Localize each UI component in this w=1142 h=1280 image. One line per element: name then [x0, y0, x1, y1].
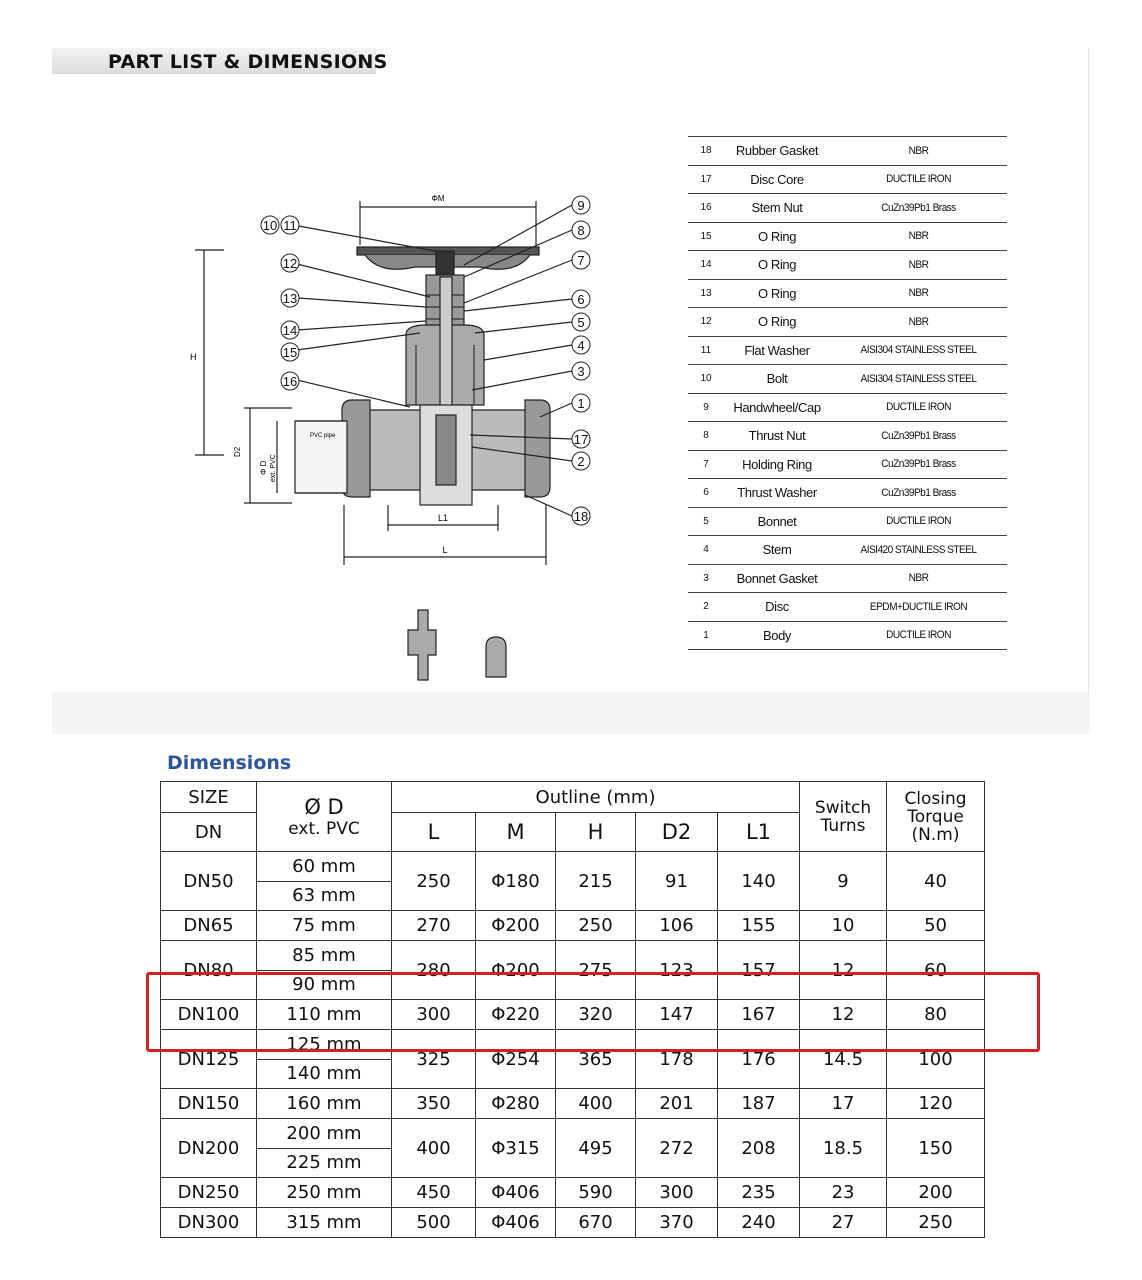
callout-14: [281, 321, 299, 339]
cell-l: 270: [392, 911, 476, 941]
od-value: 250 mm: [286, 1182, 362, 1203]
cell-l1: 157: [718, 941, 800, 1000]
svg-text:18: 18: [573, 509, 589, 524]
cell-l: 280: [392, 941, 476, 1000]
cell-l: 450: [392, 1178, 476, 1208]
cell-dn: DN50: [161, 852, 257, 911]
part-number: 9: [688, 393, 724, 422]
cell-od: [257, 1178, 392, 1208]
cell-l1: 140: [718, 852, 800, 911]
cell-m: Φ180: [476, 852, 556, 911]
cell-switch-turns: 17: [800, 1089, 887, 1119]
dimension-row: [161, 1178, 985, 1208]
callout-2: [572, 452, 590, 470]
part-row: [688, 507, 1007, 536]
header-d2: D2: [636, 813, 718, 852]
part-number: 6: [688, 479, 724, 508]
part-material: AISI304 STAINLESS STEEL: [837, 365, 1000, 394]
part-number: 10: [688, 365, 724, 394]
cell-l1: 155: [718, 911, 800, 941]
cell-switch-turns: 9: [800, 852, 887, 911]
svg-text:6: 6: [577, 292, 585, 307]
cell-switch-turns: 12: [800, 1000, 887, 1030]
part-material: NBR: [837, 279, 1000, 308]
cell-dn: DN300: [161, 1208, 257, 1238]
dim-l1-label: L1: [437, 513, 449, 523]
part-material: NBR: [837, 251, 1000, 280]
part-row: [688, 422, 1007, 451]
part-material: AISI420 STAINLESS STEEL: [837, 536, 1000, 565]
part-row: [688, 564, 1007, 593]
cell-l: 250: [392, 852, 476, 911]
cell-switch-turns: 23: [800, 1178, 887, 1208]
cell-h: 365: [556, 1030, 636, 1089]
svg-text:1: 1: [577, 396, 585, 411]
header-l1: L1: [718, 813, 800, 852]
part-material: EPDM+DUCTILE IRON: [837, 593, 1000, 622]
header-closing-torque: Closing Torque (N.m): [887, 782, 985, 852]
part-number: 1: [688, 621, 724, 650]
cell-d2: 147: [636, 1000, 718, 1030]
parts-list-table: [688, 136, 1007, 650]
part-name: Holding Ring: [724, 450, 830, 479]
separator-band: [52, 692, 1090, 734]
svg-text:8: 8: [577, 223, 585, 238]
callout-12: [281, 254, 299, 272]
part-number: 17: [688, 165, 724, 194]
cell-l: 400: [392, 1119, 476, 1178]
dimension-row: [161, 911, 985, 941]
header-switch-turns: Switch Turns: [800, 782, 887, 852]
part-number: 15: [688, 222, 724, 251]
cell-closing-torque: 40: [887, 852, 985, 911]
cell-h: 215: [556, 852, 636, 911]
od-value: 140 mm: [257, 1059, 391, 1089]
cell-h: 495: [556, 1119, 636, 1178]
cell-h: 590: [556, 1178, 636, 1208]
part-material: DUCTILE IRON: [837, 507, 1000, 536]
od-value: 315 mm: [286, 1212, 362, 1233]
cell-d2: 201: [636, 1089, 718, 1119]
cell-od: [257, 1208, 392, 1238]
part-number: 3: [688, 564, 724, 593]
cell-h: 320: [556, 1000, 636, 1030]
svg-text:17: 17: [573, 432, 589, 447]
part-material: CuZn39Pb1 Brass: [837, 422, 1000, 451]
cell-m: Φ315: [476, 1119, 556, 1178]
part-row: [688, 194, 1007, 223]
part-number: 18: [688, 137, 724, 166]
part-material: NBR: [837, 222, 1000, 251]
callout-16: [281, 372, 299, 390]
part-row: [688, 621, 1007, 650]
part-name: Bonnet: [724, 507, 830, 536]
part-number: 7: [688, 450, 724, 479]
svg-text:13: 13: [282, 291, 298, 306]
cell-closing-torque: 100: [887, 1030, 985, 1089]
part-row: [688, 279, 1007, 308]
part-material: DUCTILE IRON: [837, 621, 1000, 650]
cell-l: 300: [392, 1000, 476, 1030]
cell-d2: 91: [636, 852, 718, 911]
part-name: Disc Core: [724, 165, 830, 194]
dim-phi-m-label: ΦM: [431, 194, 445, 203]
cell-switch-turns: 12: [800, 941, 887, 1000]
cell-m: Φ254: [476, 1030, 556, 1089]
dim-ext-pvc-label: ext. PVC: [270, 454, 277, 482]
part-row: [688, 336, 1007, 365]
part-number: 11: [688, 336, 724, 365]
cell-dn: DN100: [161, 1000, 257, 1030]
cell-m: Φ406: [476, 1208, 556, 1238]
cell-h: 250: [556, 911, 636, 941]
svg-text:11: 11: [283, 218, 297, 233]
part-name: O Ring: [724, 308, 830, 337]
part-name: Handwheel/Cap: [724, 393, 830, 422]
callout-17: [572, 430, 590, 448]
header-od: [257, 782, 392, 852]
header-m: M: [476, 813, 556, 852]
part-row: [688, 593, 1007, 622]
callout-9: [572, 196, 590, 214]
highlight-box: [146, 972, 1040, 1052]
cell-od: [257, 1089, 392, 1119]
part-name: O Ring: [724, 222, 830, 251]
od-value: 90 mm: [257, 970, 391, 1000]
part-material: CuZn39Pb1 Brass: [837, 194, 1000, 223]
svg-text:7: 7: [577, 253, 585, 268]
cell-dn: DN200: [161, 1119, 257, 1178]
cell-switch-turns: 14.5: [800, 1030, 887, 1089]
part-row: [688, 450, 1007, 479]
svg-text:10: 10: [262, 218, 278, 233]
header-outline: Outline (mm): [392, 782, 800, 813]
part-material: AISI304 STAINLESS STEEL: [837, 336, 1000, 365]
part-number: 4: [688, 536, 724, 565]
cell-d2: 106: [636, 911, 718, 941]
svg-text:4: 4: [577, 338, 585, 353]
dimension-row: [161, 852, 985, 911]
cell-switch-turns: 10: [800, 911, 887, 941]
callout-3: [572, 362, 590, 380]
cell-dn: DN150: [161, 1089, 257, 1119]
cell-h: 400: [556, 1089, 636, 1119]
part-name: Bonnet Gasket: [724, 564, 830, 593]
part-row: [688, 165, 1007, 194]
callout-10-11: [261, 216, 299, 234]
od-value: 75 mm: [292, 915, 356, 936]
part-number: 12: [688, 308, 724, 337]
part-material: CuZn39Pb1 Brass: [837, 450, 1000, 479]
cell-d2: 123: [636, 941, 718, 1000]
part-number: 5: [688, 507, 724, 536]
part-number: 8: [688, 422, 724, 451]
part-row: [688, 479, 1007, 508]
cell-d2: 178: [636, 1030, 718, 1089]
dim-l-label: L: [442, 545, 448, 555]
cell-l1: 167: [718, 1000, 800, 1030]
header-dn: DN: [161, 813, 257, 852]
header-size: SIZE: [161, 782, 257, 813]
cell-d2: 272: [636, 1119, 718, 1178]
cell-d2: 370: [636, 1208, 718, 1238]
od-value: 110 mm: [286, 1004, 362, 1025]
part-number: 14: [688, 251, 724, 280]
part-material: DUCTILE IRON: [837, 393, 1000, 422]
svg-text:2: 2: [577, 454, 585, 469]
cell-m: Φ200: [476, 941, 556, 1000]
od-value: 160 mm: [286, 1093, 362, 1114]
cell-switch-turns: 27: [800, 1208, 887, 1238]
cell-m: Φ280: [476, 1089, 556, 1119]
part-name: Thrust Washer: [724, 479, 830, 508]
part-row: [688, 365, 1007, 394]
cell-closing-torque: 80: [887, 1000, 985, 1030]
cell-l1: 235: [718, 1178, 800, 1208]
cell-od: [257, 911, 392, 941]
dimension-row: [161, 1208, 985, 1238]
callout-6: [572, 290, 590, 308]
part-name: Flat Washer: [724, 336, 830, 365]
cell-l: 325: [392, 1030, 476, 1089]
cell-switch-turns: 18.5: [800, 1119, 887, 1178]
header-od-symbol: Ø D: [304, 794, 344, 819]
cell-closing-torque: 150: [887, 1119, 985, 1178]
part-material: NBR: [837, 137, 1000, 166]
part-material: DUCTILE IRON: [837, 165, 1000, 194]
od-value: 200 mm: [286, 1122, 362, 1144]
cell-dn: DN250: [161, 1178, 257, 1208]
callout-5: [572, 313, 590, 331]
part-row: [688, 393, 1007, 422]
part-number: 13: [688, 279, 724, 308]
part-material: NBR: [837, 564, 1000, 593]
callout-7: [572, 251, 590, 269]
dimension-row: [161, 1089, 985, 1119]
od-value: 85 mm: [292, 944, 356, 966]
svg-text:14: 14: [282, 323, 298, 338]
cell-l1: 240: [718, 1208, 800, 1238]
callout-15: [281, 343, 299, 361]
cell-l: 500: [392, 1208, 476, 1238]
dimension-row: [161, 1119, 985, 1178]
part-name: O Ring: [724, 251, 830, 280]
cell-l1: 187: [718, 1089, 800, 1119]
callout-4: [572, 336, 590, 354]
od-value: 125 mm: [286, 1033, 362, 1055]
header-ext-pvc: ext. PVC: [288, 818, 360, 839]
cell-m: Φ220: [476, 1000, 556, 1030]
cell-closing-torque: 50: [887, 911, 985, 941]
cell-h: 670: [556, 1208, 636, 1238]
part-name: Stem: [724, 536, 830, 565]
od-value: 63 mm: [257, 881, 391, 911]
dim-h-label: H: [190, 352, 197, 362]
callout-13: [281, 289, 299, 307]
svg-text:12: 12: [282, 256, 298, 271]
cell-closing-torque: 120: [887, 1089, 985, 1119]
svg-text:16: 16: [282, 374, 298, 389]
dim-d2-label: D2: [233, 446, 242, 457]
callout-1: [572, 394, 590, 412]
cell-d2: 300: [636, 1178, 718, 1208]
header-h: H: [556, 813, 636, 852]
callout-8: [572, 221, 590, 239]
part-name: O Ring: [724, 279, 830, 308]
callout-18: [572, 507, 590, 525]
cell-m: Φ406: [476, 1178, 556, 1208]
cell-closing-torque: 200: [887, 1178, 985, 1208]
cell-l1: 208: [718, 1119, 800, 1178]
divider: [1088, 48, 1089, 693]
pvc-pipe-label: PVC pipe: [310, 433, 336, 439]
cell-l1: 176: [718, 1030, 800, 1089]
part-row: [688, 536, 1007, 565]
cell-dn: DN80: [161, 941, 257, 1000]
cell-closing-torque: 60: [887, 941, 985, 1000]
svg-text:5: 5: [577, 315, 585, 330]
page-title: PART LIST & DIMENSIONS: [108, 51, 388, 73]
part-name: Body: [724, 621, 830, 650]
od-value: 60 mm: [292, 855, 356, 877]
svg-text:3: 3: [577, 364, 585, 379]
part-number: 16: [688, 194, 724, 223]
dimensions-heading: Dimensions: [167, 752, 292, 774]
cell-od: [257, 1119, 392, 1178]
part-row: [688, 222, 1007, 251]
cell-l: 350: [392, 1089, 476, 1119]
part-material: CuZn39Pb1 Brass: [837, 479, 1000, 508]
dim-phi-d-label: Φ D: [259, 460, 268, 475]
part-number: 2: [688, 593, 724, 622]
part-name: Disc: [724, 593, 830, 622]
cell-dn: DN125: [161, 1030, 257, 1089]
part-material: NBR: [837, 308, 1000, 337]
od-value: 225 mm: [257, 1148, 391, 1178]
part-name: Bolt: [724, 365, 830, 394]
header-l: L: [392, 813, 476, 852]
cell-dn: DN65: [161, 911, 257, 941]
cell-closing-torque: 250: [887, 1208, 985, 1238]
cell-h: 275: [556, 941, 636, 1000]
cell-od: [257, 852, 392, 911]
part-name: Thrust Nut: [724, 422, 830, 451]
part-row: [688, 308, 1007, 337]
cell-m: Φ200: [476, 911, 556, 941]
part-row: [688, 251, 1007, 280]
part-row: [688, 137, 1007, 166]
svg-text:9: 9: [577, 198, 585, 213]
part-name: Stem Nut: [724, 194, 830, 223]
part-name: Rubber Gasket: [724, 137, 830, 166]
valve-cross-section-drawing: [180, 185, 620, 690]
svg-text:15: 15: [282, 345, 298, 360]
